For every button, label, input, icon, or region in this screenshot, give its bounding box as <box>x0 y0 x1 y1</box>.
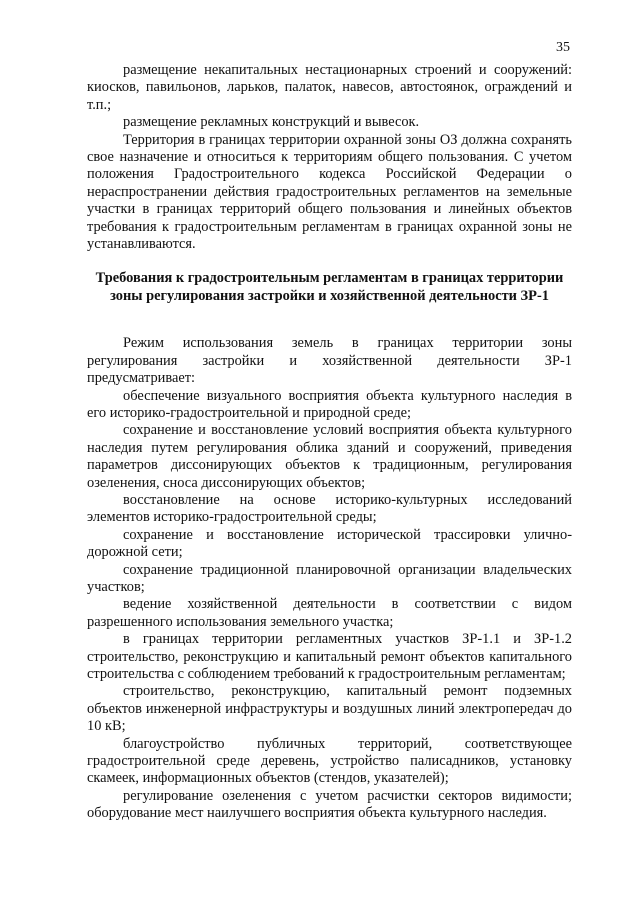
paragraph-nonpermanent-structures: размещение некапитальных нестационарных строений и сооружений: киосков, павильонов, ларьков, палаток, навесов, автостоянок, ограждений и т.п.; <box>87 62 572 113</box>
list-item: сохранение и восстановление исторической трассировки улично-дорожной сети; <box>87 526 572 561</box>
page-number: 35 <box>556 40 570 55</box>
list-item: строительство, реконструкцию, капитальный ремонт подземных объектов инженерной инфраструктуры и воздушных линий электропередач до 10 кВ; <box>87 683 572 735</box>
section-heading: Требования к градостроительным регламентам в границах территории зоны регулирования застройки и хозяйственной деятельности ЗР-1 <box>95 270 564 304</box>
list-item: регулирование озеленения с учетом расчистки секторов видимости; оборудование мест наилучшего восприятия объекта культурного наследия. <box>87 787 572 822</box>
paragraph-protection-zone: Территория в границах территории охранной зоны ОЗ должна сохранять свое назначение и относиться к территориям общего пользования. С учетом положения Градостроительного кодекса Российской Федерации о нераспространении действия градостроительных регламентов на земельные участки в границах территорий общего пользования и линейных объектов требования к градостроительным регламентам в границах охранной зоны не устанавливаются. <box>87 131 572 253</box>
list-item: сохранение и восстановление условий восприятия объекта культурного наследия путем регулирования облика зданий и сооружений, приведения параметров диссонирующих объектов к традиционным, регулирования озеленения, сноса диссонирующих объектов; <box>87 422 572 491</box>
list-item: сохранение традиционной планировочной организации владельческих участков; <box>87 561 572 595</box>
list-item: восстановление на основе историко-культурных исследований элементов историко-градостроительной среды; <box>87 491 572 526</box>
list-item: благоустройство публичных территорий, соответствующее градостроительной среде деревень, устройство палисадников, установку скамеек, информационных объектов (стендов, указателей); <box>87 735 572 787</box>
list-item: в границах территории регламентных участков ЗР-1.1 и ЗР-1.2 строительство, реконструкцию и капитальный ремонт объектов капитального строительства с соблюдением требований к градостроительным регламентам; <box>87 631 572 682</box>
document-body <box>87 62 572 823</box>
list-item: обеспечение визуального восприятия объекта культурного наследия в его историко-градостроительной и природной среде; <box>87 387 572 421</box>
paragraph-advertising: размещение рекламных конструкций и вывесок. <box>123 114 420 131</box>
list-item: ведение хозяйственной деятельности в соответствии с видом разрешенного использования земельного участка; <box>87 596 572 630</box>
paragraph-zr1-intro: Режим использования земель в границах территории зоны регулирования застройки и хозяйственной деятельности ЗР-1 предусматривает: <box>87 335 572 387</box>
